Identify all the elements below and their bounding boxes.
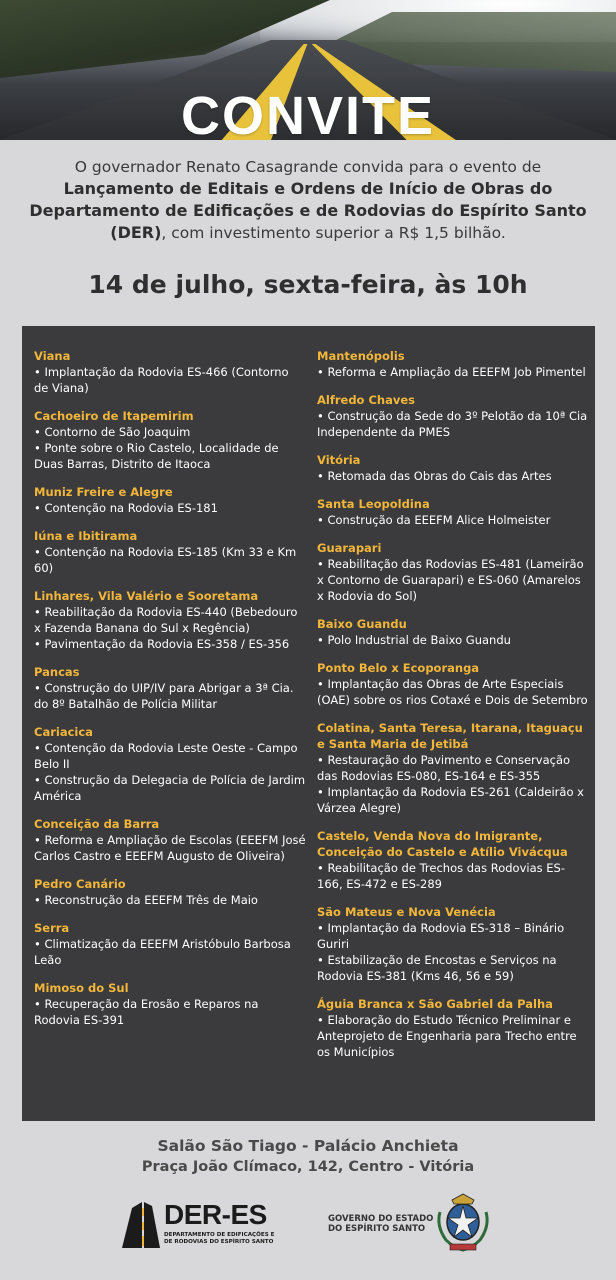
work-item: • Polo Industrial de Baixo Guandu	[317, 633, 511, 647]
work-entry	[34, 724, 306, 804]
work-item: • Recuperação da Erosão e Reparos na Rodovia ES-391	[34, 997, 259, 1027]
work-location: Castelo, Venda Nova do Imigrante, Conceição do Castelo e Atílio Vivácqua	[317, 829, 568, 859]
der-es-wordmark: DER-ES	[164, 1199, 267, 1230]
work-location: Cachoeiro de Itapemirim	[34, 409, 194, 423]
work-item: • Reconstrução da EEEFM Três de Maio	[34, 893, 258, 907]
intro-text	[20, 156, 596, 244]
work-item: • Climatização da EEEFM Aristóbulo Barbosa Leão	[34, 937, 291, 967]
works-column-left	[34, 348, 306, 1040]
venue-name: Salão São Tiago - Palácio Anchieta	[157, 1137, 459, 1155]
work-location: Conceição da Barra	[34, 817, 160, 831]
der-es-logo	[122, 1200, 292, 1252]
der-road-icon	[122, 1202, 160, 1248]
work-entry	[317, 392, 589, 440]
work-location: Águia Branca x São Gabriel da Palha	[317, 997, 553, 1011]
government-label	[328, 1214, 438, 1234]
work-item: • Implantação da Rodovia ES-466 (Contorno de Viana)	[34, 365, 289, 395]
work-item: • Reabilitação de Trechos das Rodovias ES-166, ES-472 e ES-289	[317, 861, 565, 891]
work-item: • Construção da Delegacia de Polícia de Jardim América	[34, 773, 306, 803]
work-item: • Implantação das Obras de Arte Especiais (OAE) sobre os rios Cotaxé e Dois de Setembro	[317, 677, 588, 707]
work-entry	[34, 588, 306, 652]
work-location: Vitória	[317, 453, 361, 467]
work-location: Iúna e Ibitirama	[34, 529, 138, 543]
work-entry	[34, 348, 306, 396]
work-entry	[34, 484, 306, 516]
state-coat-of-arms-icon	[432, 1192, 494, 1254]
work-entry	[317, 616, 589, 648]
work-item: • Estabilização de Encostas e Serviços na Rodovia ES-381 (Kms 46, 56 e 59)	[317, 953, 557, 983]
intro-event-name: Lançamento de Editais e Ordens de Início de Obras do Departamento de Edificações e de Rodovias do Espírito Santo (DER)	[29, 179, 587, 242]
work-entry	[34, 664, 306, 712]
work-item: • Retomada das Obras do Cais das Artes	[317, 469, 552, 483]
work-entry	[34, 816, 306, 864]
work-item: • Implantação da Rodovia ES-318 – Binário Guriri	[317, 921, 565, 951]
work-location: Serra	[34, 921, 70, 935]
work-location: Linhares, Vila Valério e Sooretama	[34, 589, 259, 603]
work-item: • Implantação da Rodovia ES-261 (Caldeirão x Várzea Alegre)	[317, 785, 584, 815]
work-entry	[34, 920, 306, 968]
work-item: • Contenção na Rodovia ES-185 (Km 33 e Km 60)	[34, 545, 297, 575]
work-location: Pancas	[34, 665, 80, 679]
work-entry	[317, 904, 589, 984]
work-item: • Reabilitação da Rodovia ES-440 (Bebedouro x Fazenda Banana do Sul x Regência)	[34, 605, 298, 635]
work-location: São Mateus e Nova Venécia	[317, 905, 496, 919]
work-entry	[34, 408, 306, 472]
work-item: • Ponte sobre o Rio Castelo, Localidade de Duas Barras, Distrito de Itaoca	[34, 441, 279, 471]
work-item: • Elaboração do Estudo Técnico Preliminar e Anteprojeto de Engenharia para Trecho entre os Municípios	[317, 1013, 577, 1059]
work-location: Alfredo Chaves	[317, 393, 415, 407]
work-entry	[317, 660, 589, 708]
work-item: • Reforma e Ampliação da EEEFM Job Pimentel	[317, 365, 586, 379]
venue	[0, 1135, 616, 1177]
work-entry	[317, 828, 589, 892]
der-subtitle-line2: DE RODOVIAS DO ESPÍRITO SANTO	[164, 1239, 274, 1245]
event-date: 14 de julho, sexta-feira, às 10h	[88, 270, 528, 299]
work-location: Mimoso do Sul	[34, 981, 129, 995]
intro-line: O governador Renato Casagrande convida para o evento de	[74, 158, 542, 176]
works-column-right	[317, 348, 589, 1072]
work-location: Viana	[34, 349, 71, 363]
der-es-subtitle	[164, 1232, 294, 1246]
work-item: • Reabilitação das Rodovias ES-481 (Lameirão x Contorno de Guarapari) e ES-060 (Amarelos x Rodovia do Sol)	[317, 557, 584, 603]
work-entry	[317, 540, 589, 604]
work-location: Mantenópolis	[317, 349, 405, 363]
intro-investment: , com investimento superior a R$ 1,5 bilhão.	[161, 224, 506, 242]
work-item: • Contorno de São Joaquim	[34, 425, 191, 439]
work-location: Colatina, Santa Teresa, Itarana, Itaguaçu e Santa Maria de Jetibá	[317, 721, 583, 751]
work-location: Guarapari	[317, 541, 382, 555]
work-item: • Contenção da Rodovia Leste Oeste - Campo Belo II	[34, 741, 298, 771]
work-entry	[317, 496, 589, 528]
work-item: • Contenção na Rodovia ES-181	[34, 501, 218, 515]
works-panel	[22, 326, 595, 1121]
work-location: Pedro Canário	[34, 877, 126, 891]
work-item: • Pavimentação da Rodovia ES-358 / ES-356	[34, 637, 290, 651]
work-item: • Construção da EEEFM Alice Holmeister	[317, 513, 551, 527]
work-location: Ponto Belo x Ecoporanga	[317, 661, 480, 675]
work-location: Muniz Freire e Alegre	[34, 485, 173, 499]
work-entry	[317, 720, 589, 816]
work-entry	[34, 528, 306, 576]
work-location: Cariacica	[34, 725, 93, 739]
page-title: CONVITE	[180, 86, 436, 146]
work-location: Baixo Guandu	[317, 617, 407, 631]
venue-address: Praça João Clímaco, 142, Centro - Vitória	[141, 1159, 475, 1175]
work-entry	[317, 996, 589, 1060]
work-entry	[317, 452, 589, 484]
work-item: • Construção do UIP/IV para Abrigar a 3ª Cia. do 8º Batalhão de Polícia Militar	[34, 681, 294, 711]
work-entry	[317, 348, 589, 380]
der-subtitle-line1: DEPARTAMENTO DE EDIFICAÇÕES E	[164, 1232, 275, 1238]
work-entry	[34, 980, 306, 1028]
work-item: • Reforma e Ampliação de Escolas (EEEFM José Carlos Castro e EEEFM Augusto de Oliveira)	[34, 833, 306, 863]
work-item: • Restauração do Pavimento e Conservação das Rodovias ES-080, ES-164 e ES-355	[317, 753, 571, 783]
gov-line2: DO ESPÍRITO SANTO	[328, 1224, 426, 1234]
gov-line1: GOVERNO DO ESTADO	[328, 1214, 434, 1224]
work-entry	[34, 876, 306, 908]
work-item: • Construção da Sede do 3º Pelotão da 10ª Cia Independente da PMES	[317, 409, 588, 439]
work-location: Santa Leopoldina	[317, 497, 430, 511]
